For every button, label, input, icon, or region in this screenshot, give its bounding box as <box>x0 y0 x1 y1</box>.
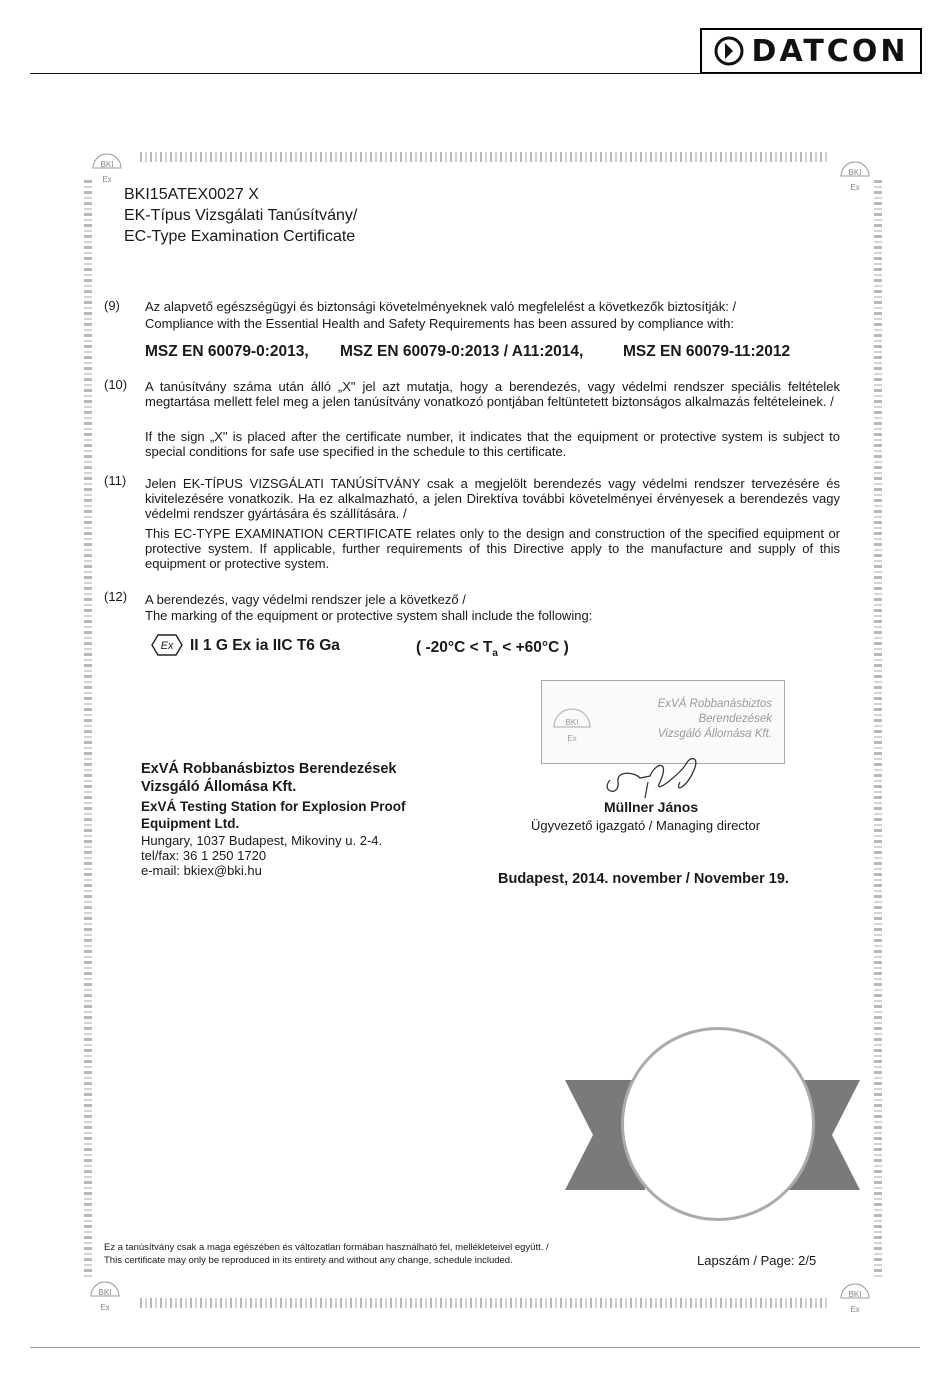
section-11-text-en: This EC-TYPE EXAMINATION CERTIFICATE relates only to the design and construction of the specified equipment or protective system. If applicable, further requirements of this Directive apply to the manufacture and supply of this equipment or protective system. <box>145 526 840 571</box>
handwritten-signature <box>590 752 720 802</box>
section-10-text-en: If the sign „X" is placed after the certificate number, it indicates that the equipment or protective system is subject to special conditions for safe use specified in the schedule to this certificate. <box>145 429 840 459</box>
stamp-line-2: Berendezések <box>698 713 772 725</box>
footer-note-en: This certificate may only be reproduced in its entirety and without any change, schedule included. <box>104 1255 513 1266</box>
datcon-logo <box>700 28 922 74</box>
footer-rule <box>30 1347 920 1348</box>
bki-logo-icon <box>838 1280 872 1314</box>
svg-text:Ex: Ex <box>102 175 112 184</box>
section-12-text-en: The marking of the equipment or protective system shall include the following: <box>145 608 593 623</box>
svg-text:BKI: BKI <box>98 1288 112 1297</box>
ambient-temperature-range <box>416 639 569 659</box>
logo-text: DATCON <box>751 33 909 69</box>
svg-text:BKI: BKI <box>848 168 862 177</box>
temp-prefix: ( -20°C < T <box>416 639 493 656</box>
bki-logo-icon <box>838 158 872 192</box>
frame-top-border <box>140 152 830 162</box>
svg-text:Ex: Ex <box>567 734 577 743</box>
stamp-line-3: Vizsgáló Állomása Kft. <box>657 728 772 740</box>
standard-2: MSZ EN 60079-0:2013 / A11:2014, <box>340 343 584 360</box>
svg-text:BKI: BKI <box>848 1290 862 1299</box>
signatory-name: Müllner János <box>604 799 699 815</box>
issuer-name-hu <box>141 760 396 796</box>
frame-bottom-border <box>140 1298 830 1308</box>
stamp-line-1: ExVÁ Robbanásbiztos <box>657 698 772 710</box>
issuer-name-hu-line-2: Vizsgáló Állomása Kft. <box>141 779 297 795</box>
issuer-email: e-mail: bkiex@bki.hu <box>141 863 262 878</box>
certificate-title-en: EC-Type Examination Certificate <box>124 228 356 245</box>
section-12-number: (12) <box>104 589 128 604</box>
section-9-text-hu: Az alapvető egészségügyi és biztonsági követelményeknek való megfelelést a következők biztosítják: / <box>145 299 737 314</box>
section-9-text-en: Compliance with the Essential Health and Safety Requirements has been assured by compliance with: <box>145 316 734 331</box>
section-11-text-hu: Jelen EK-TÍPUS VIZSGÁLATI TANÚSÍTVÁNY csak a megjelölt berendezés vagy védelmi rendszer tervezésére és kivitelezésére vonatkozik. Ha ez alkalmazható, a jelen Direktíva további követelményei érvényesek a berendezés vagy védelmi rendszer gyártására és szállítására. / <box>145 476 840 521</box>
section-10-number: (10) <box>104 377 128 392</box>
standard-1: MSZ EN 60079-0:2013, <box>145 343 309 360</box>
section-11-number: (11) <box>104 473 127 488</box>
bki-logo-icon <box>88 1278 122 1312</box>
signatory-role: Ügyvezető igazgató / Managing director <box>531 818 761 833</box>
issue-date: Budapest, 2014. november / November 19. <box>498 871 789 887</box>
issuer-phone: tel/fax: 36 1 250 1720 <box>141 848 267 863</box>
bki-logo-icon <box>90 150 124 184</box>
footer-note-hu: Ez a tanúsítvány csak a maga egészében és változatlan formában használható fel, mellékleteivel együtt. / <box>104 1242 549 1253</box>
frame-left-border <box>84 180 92 1278</box>
svg-text:BKI: BKI <box>100 160 114 169</box>
footer-note <box>104 1241 549 1267</box>
datcon-logo-mark-icon <box>714 36 744 66</box>
svg-text:Ex: Ex <box>850 183 860 192</box>
header-rule <box>30 73 920 74</box>
certificate-title-hu: EK-Típus Vizsgálati Tanúsítvány/ <box>124 207 358 224</box>
stamp-bki-logo-icon <box>550 705 594 745</box>
section-10-text-hu: A tanúsítvány száma után álló „X" jel azt mutatja, hogy a berendezés, vagy védelmi rendszer speciális feltételek megtartása mellett felel meg a jelen tanúsítvány vonatkozó pontjában feltüntetett biztonságos alkalmazás feltételeinek. / <box>145 379 840 409</box>
svg-text:Ex: Ex <box>160 640 174 652</box>
page-number: Lapszám / Page: 2/5 <box>697 1253 817 1268</box>
equipment-marking: II 1 G Ex ia IIC T6 Ga <box>190 637 340 654</box>
section-12-text-hu: A berendezés, vagy védelmi rendszer jele a következő / <box>145 592 466 607</box>
frame-right-border <box>874 180 882 1278</box>
svg-text:Ex: Ex <box>100 1303 110 1312</box>
issuer-name-en-line-2: Equipment Ltd. <box>141 816 240 831</box>
temp-suffix: < +60°C ) <box>497 639 569 656</box>
stamp-text <box>597 697 772 742</box>
issuer-address: Hungary, 1037 Budapest, Mikoviny u. 2-4. <box>141 833 383 848</box>
issuer-name-en <box>141 798 406 832</box>
certificate-number: BKI15ATEX0027 X <box>124 186 259 203</box>
ex-hexagon-icon <box>150 633 184 657</box>
standard-3: MSZ EN 60079-11:2012 <box>623 343 791 360</box>
certificate-seal <box>621 1027 815 1221</box>
svg-text:Ex: Ex <box>850 1305 860 1314</box>
svg-text:BKI: BKI <box>565 718 579 727</box>
temp-subscript: a <box>492 648 498 660</box>
section-9-number: (9) <box>104 298 120 313</box>
issuer-name-hu-line-1: ExVÁ Robbanásbiztos Berendezések <box>141 761 397 777</box>
issuer-contact <box>141 833 382 878</box>
issuer-name-en-line-1: ExVÁ Testing Station for Explosion Proof <box>141 799 406 814</box>
